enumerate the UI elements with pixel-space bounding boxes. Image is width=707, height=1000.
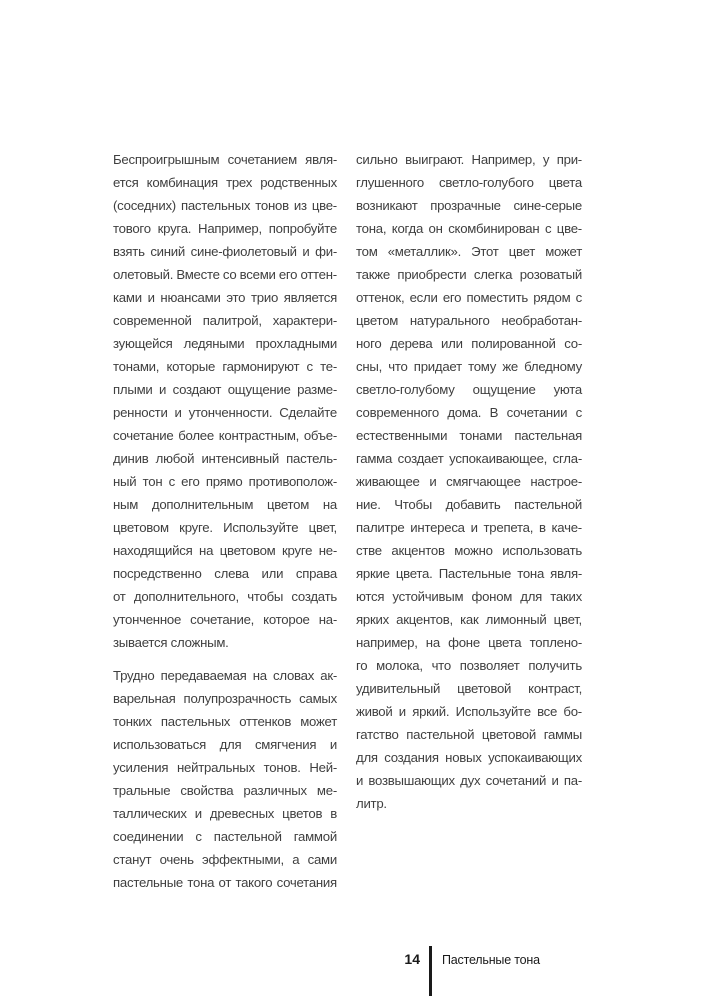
text-line: пастельные тона от такого сочетания xyxy=(113,875,337,890)
text-line: ный тон с его прямо противополож- xyxy=(113,474,337,489)
text-line: гамма создает успокаивающее, сгла- xyxy=(356,451,582,466)
text-line: яркие цвета. Пастельные тона явля- xyxy=(356,566,582,581)
text-line: соединении с пастельной гаммой xyxy=(113,829,337,844)
text-line: стве акцентов можно использовать xyxy=(356,543,582,558)
text-line: олетовый. Вместе со всеми его оттен- xyxy=(113,267,337,282)
text-line: Беспроигрышным сочетанием явля- xyxy=(113,152,337,167)
text-line: находящийся на цветовом круге не- xyxy=(113,543,337,558)
text-line: ного дерева или полированной со- xyxy=(356,336,582,351)
text-line: посредственно слева или справа xyxy=(113,566,337,581)
text-line: ным дополнительным цветом на xyxy=(113,497,337,512)
text-line: (соседних) пастельных тонов из цве- xyxy=(113,198,337,213)
paragraph xyxy=(356,148,582,815)
text-line: естественными тонами пастельная xyxy=(356,428,582,443)
text-line: современного дома. В сочетании с xyxy=(356,405,582,420)
text-line: от дополнительного, чтобы создать xyxy=(113,589,337,604)
text-line: тона, когда он скомбинирован с цве- xyxy=(356,221,582,236)
text-line: таллических и древесных цветов в xyxy=(113,806,337,821)
text-line: тонами, которые гармонируют с те- xyxy=(113,359,337,374)
text-column-left xyxy=(113,148,337,894)
text-line: для создания новых успокаивающих xyxy=(356,750,582,765)
text-line: оттенок, если его поместить рядом с xyxy=(356,290,582,305)
text-line: светло-голубому ощущение уюта xyxy=(356,382,582,397)
text-line: утонченное сочетание, которое на- xyxy=(113,612,337,627)
page-number: 14 xyxy=(404,951,420,967)
text-line: Трудно передаваемая на словах ак- xyxy=(113,668,337,683)
text-line: варельная полупрозрачность самых xyxy=(113,691,337,706)
text-line: сочетание более контрастным, объе- xyxy=(113,428,337,443)
text-line: ками и нюансами это трио является xyxy=(113,290,337,305)
text-line: возникают прозрачные сине-серые xyxy=(356,198,582,213)
text-line: цветом натурального необработан- xyxy=(356,313,582,328)
text-line: сны, что придает тому же бледному xyxy=(356,359,582,374)
text-line: живающее и смягчающее настрое- xyxy=(356,474,582,489)
text-line: и возвышающих дух сочетаний и па- xyxy=(356,773,582,788)
text-line: ренности и утонченности. Сделайте xyxy=(113,405,337,420)
text-body xyxy=(113,148,582,894)
paragraph xyxy=(113,664,337,894)
paragraph xyxy=(113,148,337,654)
text-line: тонких пастельных оттенков может xyxy=(113,714,337,729)
text-line: современной палитрой, характери- xyxy=(113,313,337,328)
text-line: динив любой интенсивный пастель- xyxy=(113,451,337,466)
text-line: зывается сложным. xyxy=(113,635,229,650)
text-line: том «металлик». Этот цвет может xyxy=(356,244,582,259)
text-line: взять синий сине-фиолетовый и фи- xyxy=(113,244,337,259)
text-line: усиления нейтральных тонов. Ней- xyxy=(113,760,337,775)
text-line: ются устойчивым фоном для таких xyxy=(356,589,582,604)
text-line: цветовом круге. Используйте цвет, xyxy=(113,520,337,535)
footer-divider-rule xyxy=(429,946,432,996)
text-line: палитре интереса и трепета, в каче- xyxy=(356,520,582,535)
text-line: зующейся ледяными прохладными xyxy=(113,336,337,351)
text-line: ние. Чтобы добавить пастельной xyxy=(356,497,582,512)
text-line: также приобрести слегка розоватый xyxy=(356,267,582,282)
text-line: гатство пастельной цветовой гаммы xyxy=(356,727,582,742)
text-column-right xyxy=(356,148,582,894)
text-line: литр. xyxy=(356,796,387,811)
text-line: го молока, что позволяет получить xyxy=(356,658,582,673)
text-line: например, на фоне цвета топлено- xyxy=(356,635,582,650)
text-line: плыми и создают ощущение разме- xyxy=(113,382,337,397)
text-line: использоваться для смягчения и xyxy=(113,737,337,752)
text-line: удивительный цветовой контраст, xyxy=(356,681,582,696)
text-line: живой и яркий. Используйте все бо- xyxy=(356,704,582,719)
text-line: сильно выиграют. Например, у при- xyxy=(356,152,582,167)
text-line: тральные свойства различных ме- xyxy=(113,783,337,798)
text-line: станут очень эффектными, а сами xyxy=(113,852,337,867)
text-line: тового круга. Например, попробуйте xyxy=(113,221,337,236)
text-line: глушенного светло-голубого цвета xyxy=(356,175,582,190)
footer-section-title: Пастельные тона xyxy=(442,953,540,967)
text-line: ется комбинация трех родственных xyxy=(113,175,337,190)
text-line: ярких акцентов, как лимонный цвет, xyxy=(356,612,582,627)
